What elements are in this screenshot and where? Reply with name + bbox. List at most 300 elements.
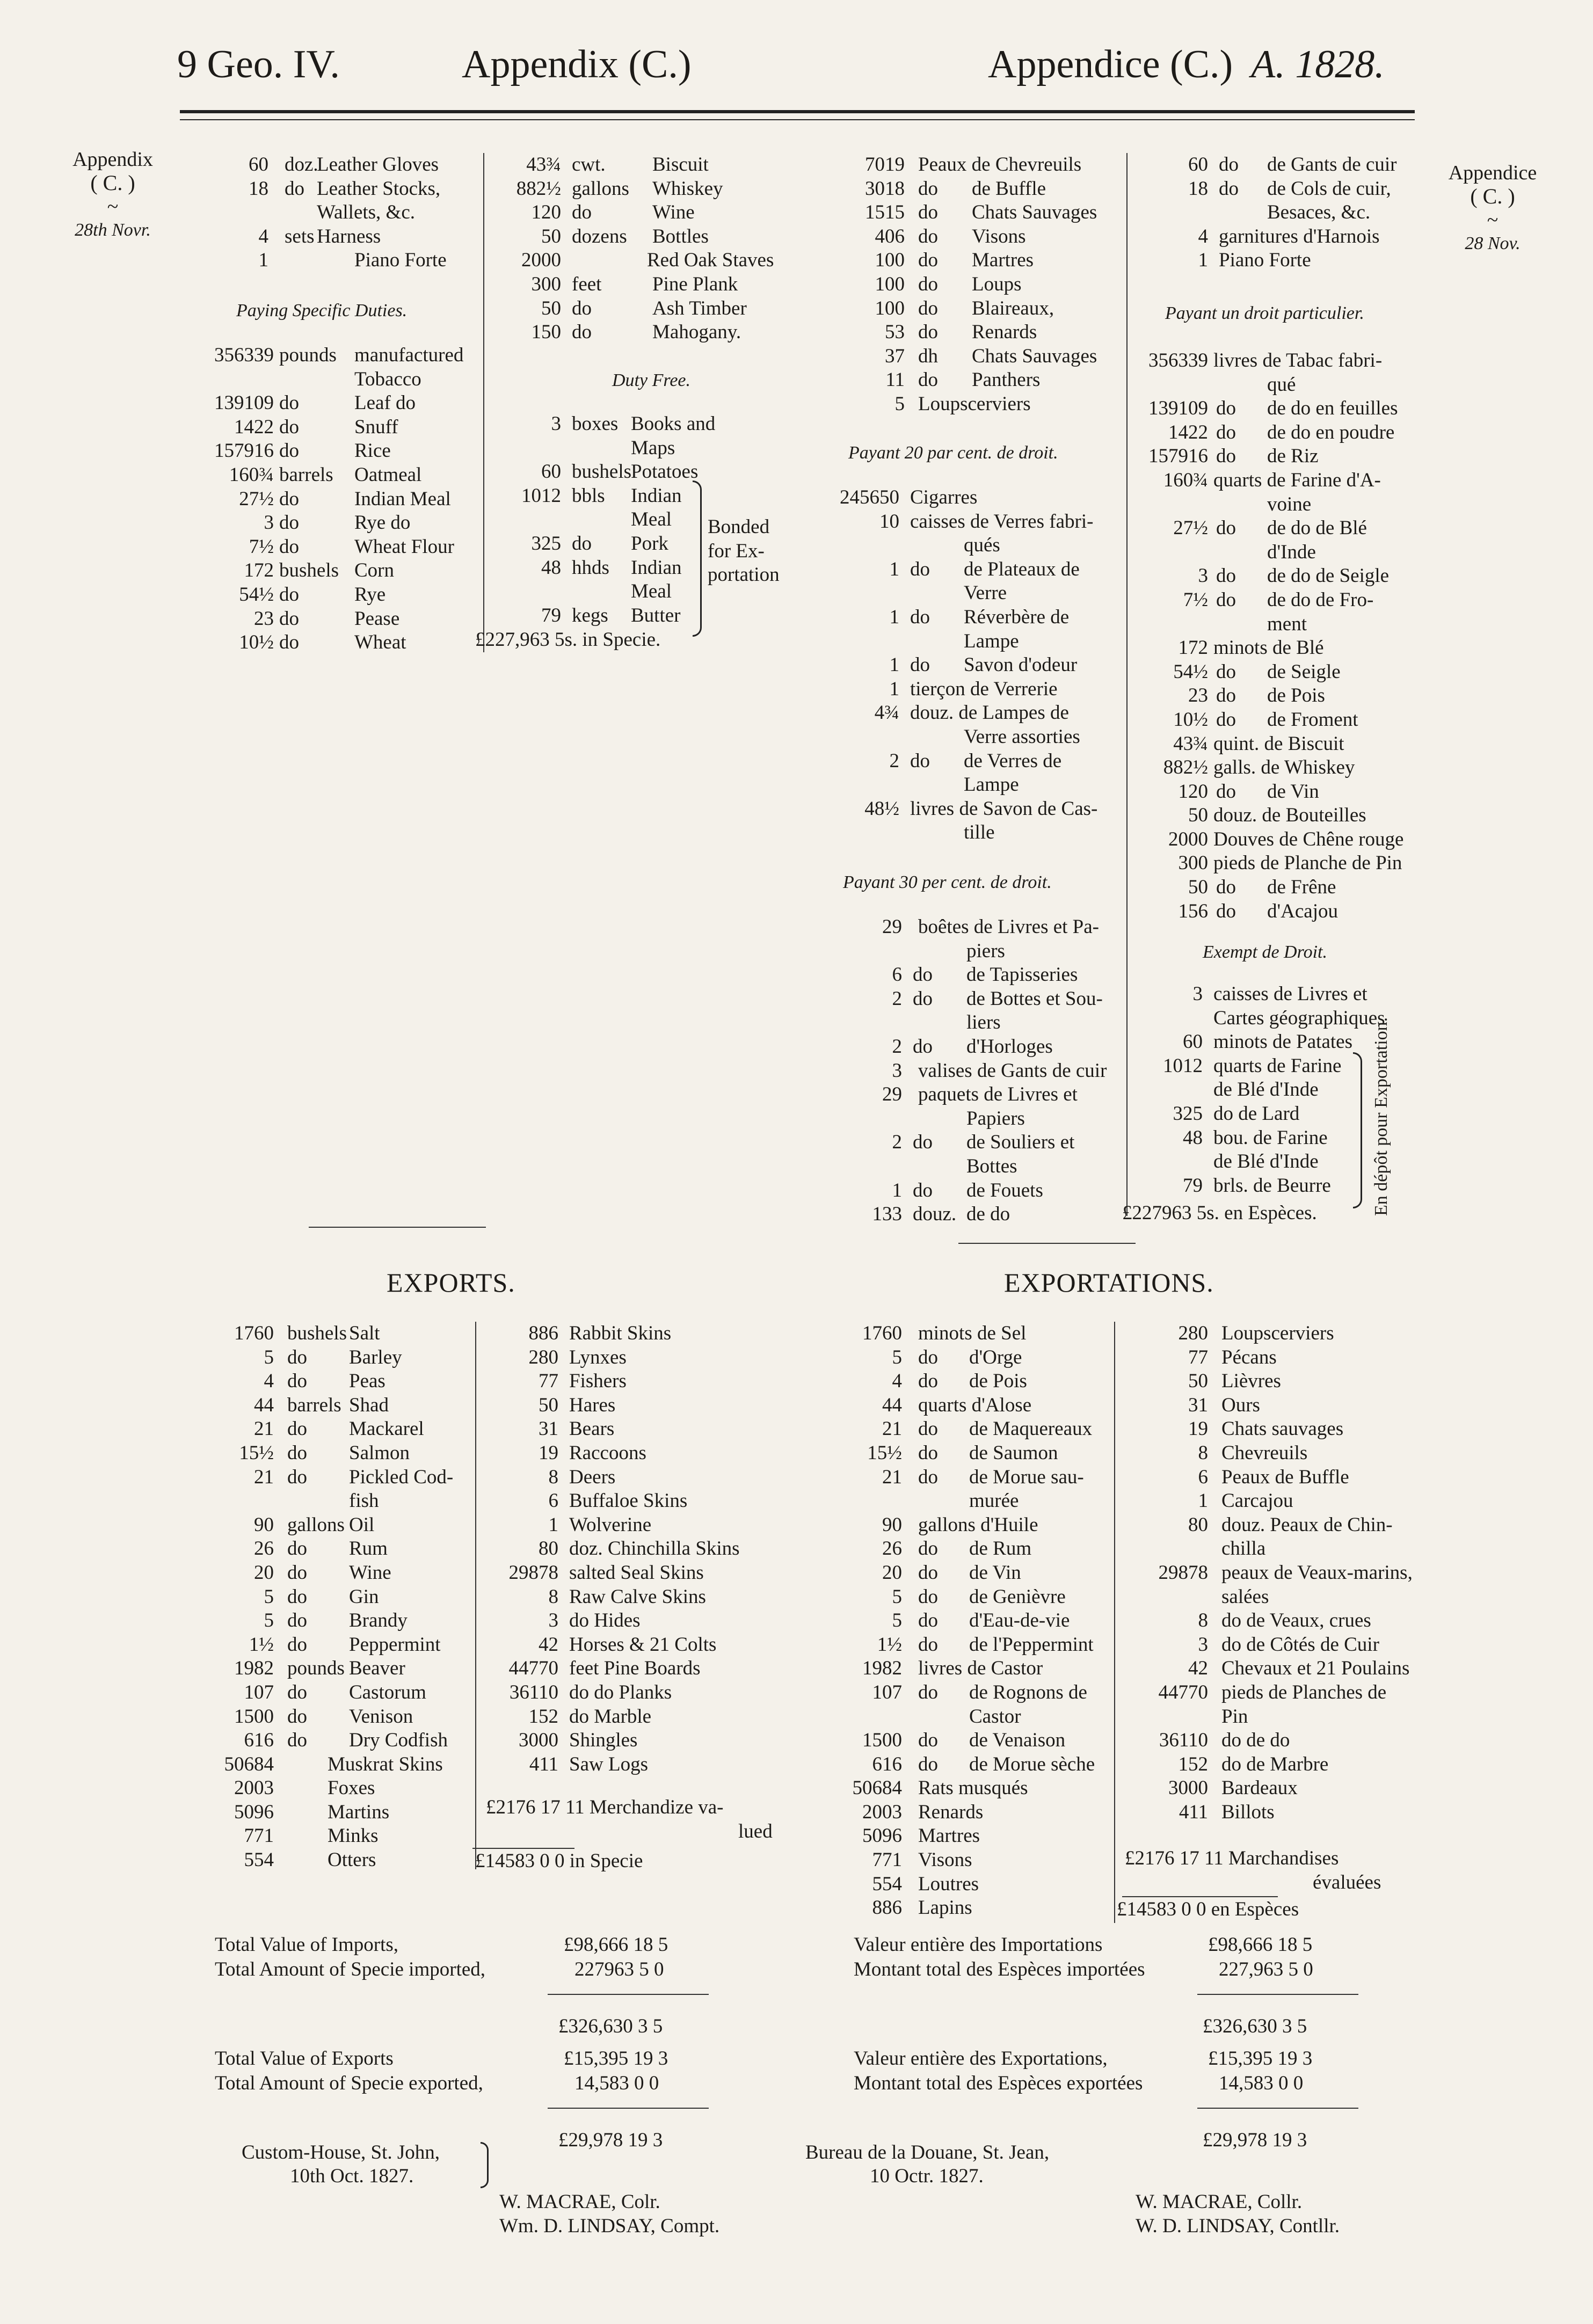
row-quantity: 29 — [882, 1083, 902, 1106]
pay30-heading: Payant 30 per cent. de droit. — [843, 872, 1052, 892]
table-row — [830, 1657, 1130, 1681]
row-unit: do — [1216, 684, 1236, 707]
row-description: Besaces, &c. — [1267, 201, 1371, 224]
row-unit: do — [913, 1179, 933, 1201]
row-quantity: 27½ — [239, 487, 274, 510]
row-quantity: 20 — [254, 1561, 274, 1584]
imports-fr-specie: £227963 5s. en Espèces. — [1122, 1202, 1317, 1224]
row-description: de Frêne — [1267, 876, 1336, 899]
table-row — [1128, 804, 1428, 828]
row-description: Corn — [354, 559, 394, 582]
row-unit: do — [279, 440, 299, 462]
row-description: Loupscerviers — [1221, 1322, 1334, 1344]
row-description: salées — [1221, 1585, 1269, 1608]
row-quantity: 50 — [541, 297, 561, 319]
row-description: Peaux de Buffle — [1221, 1466, 1349, 1488]
row-unit: do — [918, 1753, 938, 1775]
table-row — [483, 1729, 784, 1753]
row-quantity: 1 — [1198, 1490, 1208, 1512]
table-row — [1122, 1585, 1423, 1609]
fr-imp-sum: £326,630 3 5 — [1203, 2015, 1307, 2037]
row-description: de do — [966, 1203, 1010, 1226]
table-row — [830, 1322, 1130, 1346]
table-row — [1122, 1322, 1423, 1346]
row-unit: cwt. — [572, 154, 606, 176]
row-quantity: 160¾ — [229, 463, 274, 486]
pay-part-heading: Payant un droit particulier. — [1165, 303, 1364, 323]
row-quantity: 18 — [1188, 177, 1208, 200]
row-description: liers — [966, 1011, 1001, 1034]
row-description: de Riz — [1267, 445, 1319, 468]
row-description: de Morue sau- — [969, 1466, 1084, 1488]
table-row — [483, 1441, 784, 1466]
row-quantity: 157916 — [214, 440, 274, 462]
table-row — [1122, 1489, 1423, 1513]
row-quantity: 48½ — [864, 797, 899, 820]
fr-exp-value-amount: £15,395 19 3 — [1208, 2048, 1313, 2070]
row-description: Douves de Chêne rouge — [1213, 828, 1404, 850]
row-unit: do — [287, 1370, 307, 1393]
exports-fr-merch-line2: évaluées — [1313, 1871, 1381, 1893]
exports-fr-merch — [1125, 1847, 1381, 1895]
row-quantity: 1760 — [234, 1322, 274, 1344]
row-description: galls. de Whiskey — [1213, 756, 1355, 779]
row-quantity: 3018 — [865, 177, 905, 200]
row-quantity: 5 — [264, 1609, 274, 1632]
row-quantity: 29878 — [1158, 1561, 1208, 1584]
row-quantity: 19 — [1188, 1418, 1208, 1440]
table-row — [483, 1394, 784, 1418]
row-quantity: 1760 — [862, 1322, 902, 1344]
table-row — [830, 1441, 1130, 1466]
sidebar-right-line1: Appendice — [1448, 162, 1537, 184]
row-description: pieds de Planche de Pin — [1213, 852, 1402, 875]
table-row — [1128, 613, 1428, 637]
table-row — [1122, 1466, 1423, 1490]
sidebar-right-date: 28 Nov. — [1465, 234, 1521, 253]
row-unit: do — [279, 512, 299, 534]
sig-en-date: 10th Oct. 1827. — [290, 2165, 414, 2187]
row-description: Snuff — [354, 416, 398, 438]
row-description: Verre — [964, 582, 1007, 604]
row-unit: do — [918, 1346, 938, 1368]
row-description: manufactured — [354, 344, 464, 366]
row-description: Raccoons — [569, 1441, 646, 1464]
table-row — [830, 1848, 1130, 1873]
row-description: Ash Timber — [652, 297, 747, 319]
row-quantity: 2 — [892, 1131, 902, 1154]
exports-fr-col2 — [1122, 1322, 1423, 1824]
table-row — [1128, 469, 1428, 493]
table-row — [838, 345, 1128, 369]
table-row — [491, 297, 792, 321]
table-row — [204, 225, 483, 249]
row-description: Pine Plank — [652, 273, 738, 295]
row-quantity: 3 — [548, 1609, 558, 1632]
row-unit: boxes — [572, 413, 619, 435]
row-description: Wheat Flour — [354, 535, 454, 558]
row-description: Indian — [631, 484, 682, 507]
row-description: qué — [1267, 373, 1296, 396]
row-quantity: 120 — [531, 201, 561, 224]
row-quantity: 50684 — [224, 1753, 274, 1775]
exports-en-specie: £14583 0 0 in Specie — [475, 1850, 643, 1872]
row-quantity: 3 — [1198, 565, 1208, 587]
row-description: Renards — [972, 321, 1037, 344]
row-unit: do — [287, 1418, 307, 1440]
row-unit: dh — [918, 345, 938, 367]
sig-en-comptroller: Wm. D. LINDSAY, Compt. — [499, 2215, 720, 2237]
row-description: doz. Chinchilla Skins — [569, 1538, 740, 1560]
row-description: de Vin — [1267, 780, 1319, 803]
row-quantity: 77 — [539, 1370, 558, 1393]
row-description: Hares — [569, 1394, 616, 1416]
row-quantity: 100 — [875, 273, 905, 295]
table-row — [830, 1513, 1130, 1538]
row-quantity: 50 — [1188, 1370, 1208, 1393]
row-description: Shingles — [569, 1729, 638, 1752]
row-quantity: 6 — [892, 964, 902, 986]
row-description: Saw Logs — [569, 1753, 648, 1775]
row-description: Rabbit Skins — [569, 1322, 672, 1344]
row-description: Horses & 21 Colts — [569, 1633, 717, 1656]
row-quantity: 3000 — [519, 1729, 558, 1752]
row-quantity: 42 — [539, 1633, 558, 1656]
row-quantity: 325 — [1173, 1102, 1203, 1125]
en-exp-specie-amount: 14,583 0 0 — [574, 2072, 659, 2094]
row-description: Loups — [972, 273, 1022, 295]
table-row — [483, 1657, 784, 1681]
row-unit: do — [910, 749, 930, 772]
row-unit: do — [287, 1346, 307, 1368]
row-quantity: 4 — [258, 225, 268, 247]
row-description: tierçon de Verrerie — [910, 677, 1058, 700]
table-row — [838, 320, 1128, 345]
row-unit: do — [1216, 565, 1236, 587]
table-row — [838, 273, 1128, 297]
table-row — [483, 1705, 784, 1729]
fr-imp-specie-label: Montant total des Espèces importées — [854, 1958, 1145, 1980]
row-quantity: 7½ — [1183, 588, 1208, 611]
sig-en-brace — [481, 2142, 489, 2188]
row-unit: do — [287, 1585, 307, 1608]
exports-title-fr: EXPORTATIONS. — [1004, 1267, 1214, 1298]
row-description: brls. de Beurre — [1213, 1174, 1331, 1197]
row-description: Cigarres — [910, 486, 978, 508]
row-description: de Verres de — [964, 749, 1062, 772]
row-description: Rye do — [354, 512, 411, 534]
section-rule-fr — [958, 1243, 1136, 1244]
table-row — [843, 987, 1133, 1011]
row-quantity: 44 — [882, 1394, 902, 1416]
table-row — [1128, 660, 1428, 684]
table-row — [491, 436, 760, 461]
row-quantity: 50 — [1188, 876, 1208, 899]
row-unit: pounds — [287, 1657, 345, 1680]
table-row — [491, 201, 792, 225]
row-description: de Rum — [969, 1538, 1032, 1560]
row-quantity: 2 — [892, 987, 902, 1010]
row-unit: do — [287, 1633, 307, 1656]
table-row — [1128, 636, 1428, 660]
row-unit: do — [287, 1441, 307, 1464]
table-row — [1144, 249, 1423, 273]
row-description: Brandy — [349, 1609, 408, 1632]
row-unit: do — [918, 1585, 938, 1608]
table-row — [830, 653, 1130, 677]
table-row — [1128, 708, 1428, 732]
row-quantity: 152 — [528, 1705, 558, 1728]
row-description: Meal — [631, 508, 672, 531]
row-quantity: 23 — [254, 607, 274, 630]
row-quantity: 1 — [258, 249, 268, 272]
row-description: de Seigle — [1267, 660, 1341, 683]
table-row — [199, 1633, 483, 1657]
table-row — [199, 1657, 483, 1681]
row-description: Leather Gloves — [317, 154, 439, 176]
row-quantity: 10½ — [239, 631, 274, 654]
row-quantity: 79 — [541, 604, 561, 626]
row-quantity: 54½ — [239, 583, 274, 606]
table-row — [830, 581, 1130, 606]
row-description: de Tapisseries — [966, 964, 1078, 986]
row-quantity: 27½ — [1173, 517, 1208, 540]
row-description: Red Oak Staves — [647, 249, 774, 272]
row-description: Bottles — [652, 225, 709, 247]
row-quantity: 120 — [1178, 780, 1208, 803]
row-quantity: 1 — [889, 677, 899, 700]
table-row — [1122, 1729, 1423, 1753]
row-quantity: 2003 — [234, 1777, 274, 1800]
row-description: Verre assorties — [964, 725, 1080, 748]
row-description: Chats Sauvages — [972, 345, 1097, 367]
row-description: Visons — [918, 1849, 972, 1871]
totals-fr — [854, 1933, 1417, 2153]
row-unit: barrels — [287, 1394, 341, 1416]
row-quantity: 406 — [875, 225, 905, 247]
row-quantity: 48 — [1183, 1126, 1203, 1149]
row-quantity: 26 — [254, 1538, 274, 1560]
row-quantity: 43¾ — [526, 154, 561, 176]
table-row — [188, 368, 489, 392]
row-quantity: 5096 — [862, 1825, 902, 1847]
row-unit: do — [572, 201, 592, 224]
table-row — [188, 439, 489, 463]
row-description: de Rognons de — [969, 1681, 1087, 1703]
row-description: Martres — [918, 1825, 980, 1847]
table-row — [199, 1848, 483, 1873]
table-row — [199, 1441, 483, 1466]
table-row — [843, 1035, 1133, 1059]
table-row — [843, 1059, 1133, 1083]
row-description: do de Lard — [1213, 1102, 1300, 1125]
header-center-en: Appendix (C.) — [462, 42, 692, 86]
table-row — [483, 1537, 784, 1561]
row-description: Butter — [631, 604, 681, 626]
sig-fr-comptroller: W. D. LINDSAY, Contllr. — [1136, 2215, 1340, 2237]
table-row — [199, 1322, 483, 1346]
row-unit: hhds — [572, 556, 609, 579]
en-imp-specie-amount: 227963 5 0 — [574, 1958, 664, 1980]
row-unit: do — [279, 631, 299, 654]
row-description: Peas — [349, 1370, 385, 1393]
row-description: Dry Codfish — [349, 1729, 448, 1752]
table-row — [1122, 1705, 1423, 1729]
row-unit: do — [918, 1609, 938, 1632]
table-row — [830, 1561, 1130, 1585]
depot-note — [1371, 1017, 1391, 1216]
table-row — [830, 1369, 1130, 1394]
sig-en-place: Custom-House, St. John, — [242, 2141, 440, 2163]
row-quantity: 280 — [1178, 1322, 1208, 1344]
table-row — [483, 1513, 784, 1538]
table-row — [199, 1776, 483, 1801]
row-description: de Blé d'Inde — [1213, 1079, 1319, 1101]
row-quantity: 53 — [885, 321, 905, 344]
fr-exp-value-label: Valeur entière des Exportations, — [854, 2048, 1108, 2070]
row-description: d'Horloges — [966, 1035, 1053, 1058]
table-row — [830, 1466, 1130, 1490]
row-unit: do — [918, 297, 938, 319]
table-row — [1122, 1561, 1423, 1585]
row-unit: bushels — [279, 559, 339, 582]
row-description: Cartes géographiques — [1213, 1007, 1385, 1029]
row-quantity: 6 — [548, 1490, 558, 1512]
table-row — [1138, 982, 1417, 1007]
row-quantity: 31 — [539, 1418, 558, 1440]
row-description: Rats musqués — [918, 1777, 1028, 1800]
row-description: Pork — [631, 532, 668, 555]
row-description: Fishers — [569, 1370, 627, 1393]
en-imp-value-label: Total Value of Imports, — [215, 1934, 398, 1956]
row-quantity: 3 — [264, 512, 274, 534]
row-description: Billots — [1221, 1801, 1275, 1823]
row-quantity: 1½ — [249, 1633, 274, 1656]
row-quantity: 300 — [1178, 852, 1208, 875]
row-quantity: 15½ — [867, 1441, 902, 1464]
row-description: Panthers — [972, 369, 1041, 391]
row-description: douz. de Lampes de — [910, 702, 1069, 724]
row-description: de do en feuilles — [1267, 397, 1398, 420]
row-unit: do — [279, 487, 299, 510]
fr-imp-specie-amount: 227,963 5 0 — [1219, 1958, 1313, 1980]
row-quantity: 5 — [264, 1585, 274, 1608]
row-unit: do — [918, 321, 938, 344]
row-description: Wine — [349, 1561, 391, 1584]
row-quantity: 139109 — [1148, 397, 1208, 420]
sig-en-collector: W. MACRAE, Colr. — [499, 2191, 660, 2213]
table-row — [830, 558, 1130, 582]
table-row — [204, 177, 483, 201]
row-quantity: 616 — [872, 1753, 902, 1775]
table-row — [483, 1585, 784, 1609]
row-description: Whiskey — [652, 177, 723, 200]
row-description: de do en poudre — [1267, 421, 1395, 443]
row-description: Leather Stocks, — [317, 177, 441, 200]
row-description: Shad — [349, 1394, 389, 1416]
row-description: Buffaloe Skins — [569, 1490, 688, 1512]
row-quantity: 160¾ — [1163, 469, 1208, 491]
header-right: A. 1828. — [1251, 42, 1385, 86]
row-quantity: 44 — [254, 1394, 274, 1416]
row-unit: do — [918, 1418, 938, 1440]
imports-en-specie: £227,963 5s. in Specie. — [475, 629, 661, 651]
table-row — [1122, 1633, 1423, 1657]
row-unit: do — [1216, 517, 1236, 540]
table-row — [188, 463, 489, 487]
table-row — [830, 1585, 1130, 1609]
row-unit: do — [1216, 588, 1236, 611]
row-description: do de Marbre — [1221, 1753, 1329, 1775]
exports-en-col1 — [199, 1322, 483, 1873]
row-quantity: 280 — [528, 1346, 558, 1368]
row-description: do de Veaux, crues — [1221, 1609, 1371, 1632]
table-row — [188, 583, 489, 607]
row-quantity: 37 — [885, 345, 905, 367]
row-quantity: 771 — [872, 1849, 902, 1871]
row-quantity: 2000 — [1168, 828, 1208, 850]
exports-fr-merch-rule — [1122, 1896, 1278, 1897]
en-exp-value-label: Total Value of Exports — [215, 2048, 394, 2070]
row-description: livres de Tabac fabri- — [1213, 349, 1383, 371]
row-quantity: 79 — [1183, 1174, 1203, 1197]
row-unit: do — [572, 321, 592, 344]
row-description: quint. de Biscuit — [1213, 732, 1344, 755]
imports-en-col1 — [204, 153, 483, 273]
bonded-note — [708, 515, 780, 587]
row-unit: do — [918, 201, 938, 224]
table-row — [1128, 588, 1428, 613]
row-description: gallons d'Huile — [918, 1513, 1038, 1536]
row-description: Wallets, &c. — [317, 201, 415, 224]
table-row — [838, 177, 1128, 201]
row-description: Chevreuils — [1221, 1441, 1308, 1464]
table-row — [1128, 516, 1428, 541]
table-row — [199, 1394, 483, 1418]
fr-exp-sum: £29,978 19 3 — [1203, 2129, 1307, 2151]
row-description: Réverbère de — [964, 606, 1070, 628]
table-row — [830, 1609, 1130, 1633]
table-row — [830, 821, 1130, 845]
table-row — [483, 1466, 784, 1490]
table-row — [843, 1179, 1133, 1203]
row-quantity: 90 — [882, 1513, 902, 1536]
row-quantity: 1012 — [1163, 1054, 1203, 1077]
table-row — [830, 773, 1130, 797]
table-row — [830, 725, 1130, 749]
row-quantity: 356339 — [214, 344, 274, 366]
table-row — [830, 534, 1130, 558]
row-unit: do — [918, 1681, 938, 1703]
table-row — [199, 1681, 483, 1705]
row-quantity: 1 — [889, 606, 899, 628]
row-description: do de do — [1221, 1729, 1290, 1752]
row-description: quarts de Farine d'A- — [1213, 469, 1381, 491]
row-unit: do — [918, 1729, 938, 1752]
row-quantity: 42 — [1188, 1657, 1208, 1680]
row-unit: do — [1219, 154, 1239, 176]
row-description: do Marble — [569, 1705, 652, 1728]
row-description: feet Pine Boards — [569, 1657, 701, 1680]
row-quantity: 80 — [539, 1538, 558, 1560]
row-description: Pickled Cod- — [349, 1466, 454, 1488]
table-row — [1122, 1753, 1423, 1777]
row-description: quarts d'Alose — [918, 1394, 1032, 1416]
table-row — [843, 1011, 1133, 1035]
row-quantity: 80 — [1188, 1513, 1208, 1536]
row-unit: do — [279, 392, 299, 414]
row-quantity: 616 — [244, 1729, 274, 1752]
